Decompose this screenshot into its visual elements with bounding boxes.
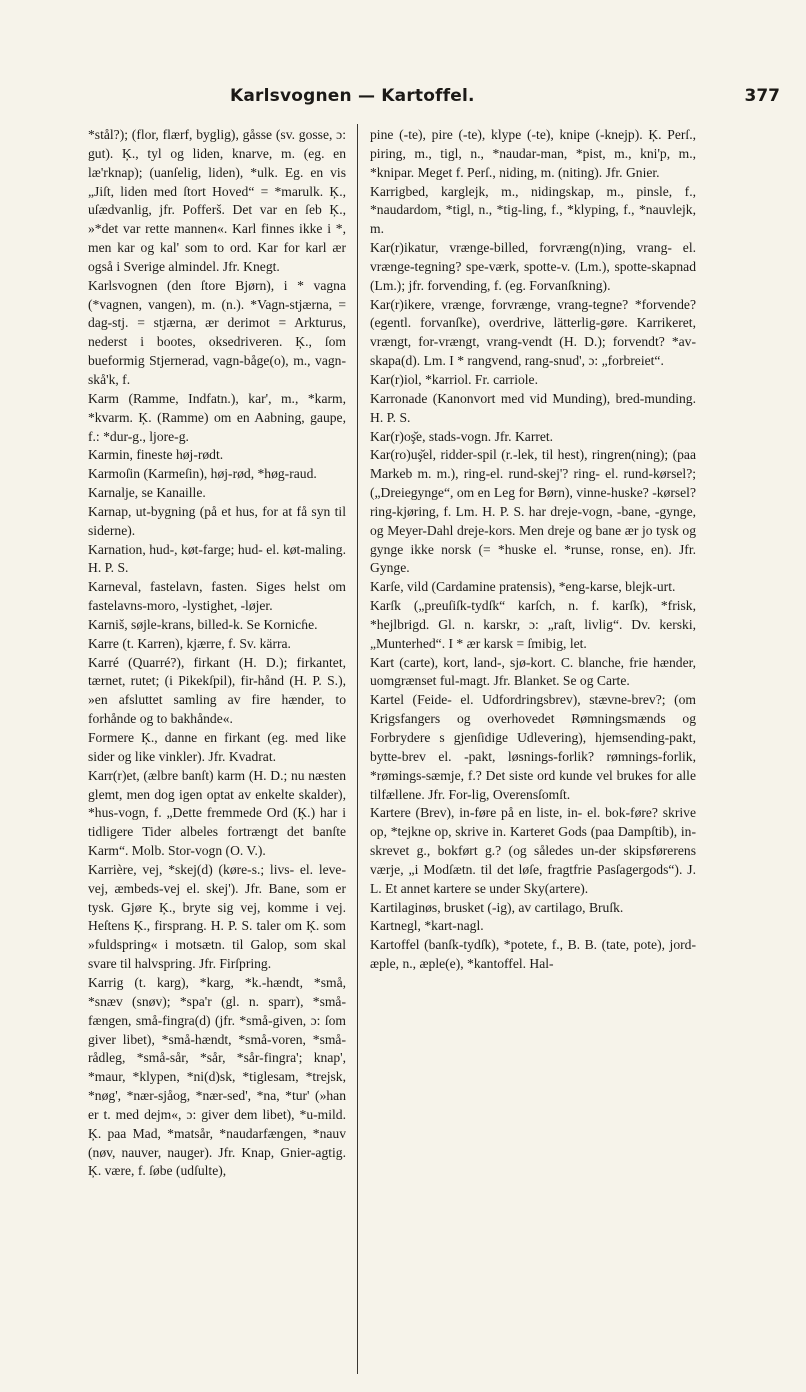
dictionary-entry: Kar(r)ikatur, vrænge-billed, forvræng(n)ing, vrang- el. vrænge-tegning? spe-værk, spotte-v. (Lm.), spotte-skapnad (Lm.); jfr. forvending, f. (eg. Forvanſkning).: [370, 240, 696, 293]
dictionary-entry: Karniš, søjle-krans, billed-k. Se Kornicɦe.: [88, 616, 318, 632]
dictionary-entry: Karrigbed, karglejk, m., nidingskap, m., pinsle, f., *naudardom, *tigl, n., *tig-ling, f., *klyping, f., *nauvlejk, m.: [370, 183, 696, 237]
dictionary-entry: Kartere (Brev), in-føre på en liste, in- el. bok-føre? skrive op, *tejkne op, skrive in. Karteret Gods (paa Dampſtib), in-skrevet g., bokført g.? (og således un-der skipsførerens værje, „i Modſætn. til det løſe, fragtfrie Pasſagergods“). J. L. Et annet kartere se under Sky(artere).: [370, 805, 696, 896]
dictionary-entry: Karmoſin (Karmeſin), høj-rød, *høg-raud.: [88, 466, 317, 482]
dictionary-entry: Karrig (t. karg), *karg, *k.-hændt, *små, *snæv (snøv); *spa'r (gl. n. sparr), *små-fængen, små-fingra(d) (jfr. *små-given, ɔ: ſom giver libet), *små-hændt, *små-voren, *små-rådleg, *små-sår, *sår, *sår-fingra'; knap', *maur, *klypen, *ni(d)sk, *tiglesam, *trejsk, *nøg', *nær-sjåog, *nær-sed', *na, *tur' (»han er t. med dejm«, ɔ: giver dem libet), *u-mild. Ķ. paa Mad, *matsår, *naudarfængen, *nauv (nøv, nauver, nauger). Jfr. Knap, Gnier-agtig. Ķ. være, f. ſøbe (udſulte),: [88, 974, 346, 1179]
dictionary-entry: Karnation, hud-, køt-farge; hud- el. køt-maling. H. P. S.: [88, 541, 346, 576]
dictionary-entry: Karm (Ramme, Indfatn.), kar', m., *karm, *kvarm. Ķ. (Ramme) om en Aabning, gaupe, f.: *dur-g., ljore-g.: [88, 390, 346, 444]
dictionary-entry: Kartel (Feide- el. Udfordringsbrev), stævne-brev?; (om Krigsfangers og overhovedet Rømningsmænds og Forbrydere s gjenſidige Udlevering), hjemsending-pakt, bytte-brev el. -pakt, løsnings-forlik? rømnings-forlik, *rømings-sæmje, f.? Det siste ord kunde vel brukes for alle tilfællene. Jfr. For-lig, Overensſomſt.: [370, 692, 696, 802]
dictionary-entry: Kartoffel (banſk-tydſk), *potete, f., B. B. (tate, pote), jord-æple, n., æple(e), *kantoffel. Hal-: [370, 937, 696, 972]
dictionary-entry: Kart (carte), kort, land-, sjø-kort. C. blanche, frie hænder, uomgrænset ful-magt. Jfr. Blanket. Se og Carte.: [370, 654, 696, 689]
page-header: [120, 86, 780, 112]
right-column: [370, 126, 696, 1376]
dictionary-entry: Karmin, fineste høj-rødt.: [88, 447, 224, 463]
left-column: [88, 126, 346, 1376]
dictionary-entry: Karronade (Kanonvort med vid Munding), bred-munding. H. P. S.: [370, 390, 696, 425]
dictionary-entry: Karſk („preuſiſk-tydſk“ karſch, n. f. karſk), *frisk, *hejlbrigd. Gl. n. karskr, ɔ: „raſt, livlig“. Dv. kerski, „Munterhed“. I * ær karsk = ſmibig, let.: [370, 598, 696, 651]
running-head-title: Karlsvognen — Kartoffel.: [230, 86, 475, 106]
dictionary-entry: Karnap, ut-bygning (på et hus, for at få syn til siderne).: [88, 503, 346, 538]
dictionary-entry: Karrière, vej, *skej(d) (køre-s.; livs- el. leve-vej, æmbeds-vej el. skej'). Jfr. Bane, som er tysk. Gjøre Ķ., bryte sig vej, komme i vej. Heſtens Ķ., firsprang. H. P. S. taler om Ķ. som »fuldspring« i motsætn. til Galop, som skal svare til halvspring. Jfr. Firſpring.: [88, 861, 346, 972]
dictionary-entry: Karnalje, se Kanaille.: [88, 485, 206, 501]
dictionary-entry: Karr(r)et, (ælbre banſt) karm (H. D.; nu næsten glemt, men dog igen optat av enkelte skalder), *hus-vogn, f. „Dette fremmede Ord (Ķ.) har i tidligere Tider albeles fortrængt det banſte Karm“. Molb. Stor-vogn (O. V.).: [88, 767, 346, 859]
dictionary-entry: pine (-te), pire (-te), klype (-te), knipe (-knejp). Ķ. Perſ., piring, m., tigl, n., *naudar-man, *pist, m., kni'p, m., *knipar. Meget f. Perſ., niding, m. (niting). Jfr. Gnier.: [370, 127, 696, 180]
dictionary-entry: Karre (t. Karren), kjærre, f. Sv. kärra.: [88, 635, 291, 651]
dictionary-entry: Kartnegl, *kart-nagl.: [370, 918, 484, 934]
dictionary-entry: Karneval, fastelavn, fasten. Siges helst om fastelavns-moro, -lystighet, -løjer.: [88, 579, 346, 614]
dictionary-entry: Kar(r)iol, *karriol. Fr. carriole.: [370, 371, 538, 387]
dictionary-entry: Kar(r)ikere, vrænge, forvrænge, vrang-tegne? *forvende? (egentl. forvanſke), overdrive, lätterlig-gøre. Karrikeret, vrængt, for-vrængt, vrang-vendt (H. D.); forvendt? *av-skapa(d). Lm. I * rangvend, rang-snud', ɔ: „forbreiet“.: [370, 296, 696, 369]
dictionary-entry: Formere Ķ., danne en firkant (eg. med like sider og like vinkler). Jfr. Kvadrat.: [88, 730, 346, 764]
dictionary-entry: Kar(ro)uş̌el, ridder-spil (r.-lek, til hest), ringren(ning); (paa Markeb m. m.), ring-el. rund-skej'? ring- el. rund-kørsel?; („Dreiegynge“, om en Leg for Børn), vinne-huske? -kørsel? ring-kjøring, f. Lm. H. P. S. har dreje-vogn, -bane, -gynge, og Meyer-Dahl dreje-kors. Men dreje og bane ær jo tysk og gynge ikke norsk (= *huske el. *runse, ronse, en). Jfr. Gynge.: [370, 447, 696, 576]
dictionary-entry: Karlsvognen (den ſtore Bjørn), i * vagna (*vagnen, vangen), m. (n.). *Vagn-stjærna, = dag-stj. = stjærna, ær derimot = Arkturus, nederst i bootes, oksedriveren. Ķ., ſom bueformig Stjernerad, vagn-båge(o), m., vagn-skå'k, f.: [88, 277, 346, 387]
dictionary-entry: Karré (Quarré?), firkant (H. D.); firkantet, tærnet, rutet; (i Pikekſpil), fir-hånd (H. P. S.), »en afsluttet samling av fire hænder, to forhånde og to bakhånde«.: [88, 654, 346, 727]
dictionary-entry: *stål?); (flor, flærf, byglig), gåsse (sv. gosse, ɔ: gut). Ķ., tyl og liden, knarve, m. (eg. en læ'rknap); (uanſelig, liden), *ulk. Eg. en vis „Jiſt, liden med ſtort Hoved“ = *marulk. Ķ., uſædvanlig, jfr. Pofferš. Det var en ſeb Ķ., »*det var rette mannen«. Karl finnes ikke i *, men kar og kal' som to ord. Kar for karl ær også i Sverige almindel. Jfr. Knegt.: [88, 127, 346, 274]
dictionary-entry: Karſe, vild (Cardamine pratensis), *eng-karse, blejk-urt.: [370, 579, 676, 595]
column-divider: [357, 124, 358, 1374]
dictionary-entry: Kartilaginøs, brusket (-ig), av cartilago, Bruſk.: [370, 899, 624, 915]
page-number: 377: [744, 86, 780, 106]
dictionary-entry: Kar(r)oş̌e, stads-vogn. Jfr. Karret.: [370, 428, 554, 444]
